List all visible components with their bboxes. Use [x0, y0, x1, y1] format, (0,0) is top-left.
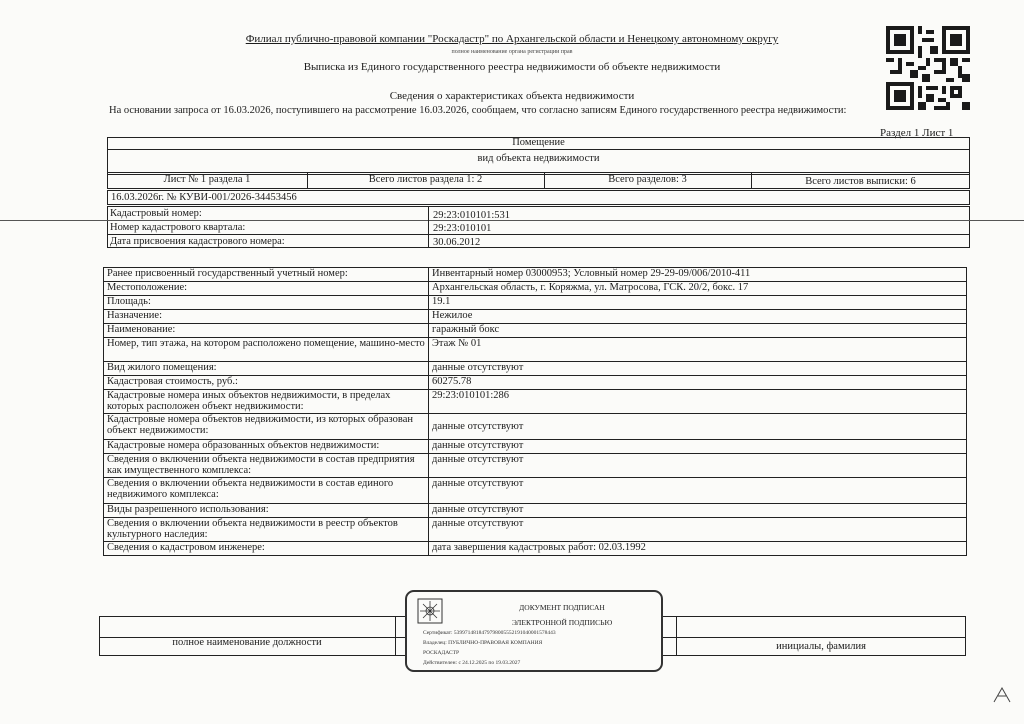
properties-table — [103, 267, 967, 556]
cadastral-number-label: Кадастровый номер: — [110, 208, 202, 219]
prop-label: Сведения о включении объекта недвижимости в состав предприятия как имущественного комплекса: — [104, 454, 429, 478]
divider — [395, 616, 396, 656]
prop-label: Местоположение: — [104, 282, 429, 296]
sheet-number: Лист № 1 раздела 1 — [163, 174, 251, 185]
prop-label: Номер, тип этажа, на котором расположено помещение, машино-место — [104, 338, 429, 362]
divider — [107, 234, 970, 235]
prop-label: Ранее присвоенный государственный учетный номер: — [104, 268, 429, 282]
prop-value: данные отсутствуют — [429, 414, 967, 440]
registry-office-caption: полное наименование органа регистрации прав — [451, 49, 573, 55]
sheets-in-section: Всего листов раздела 1: 2 — [368, 174, 483, 185]
prop-label: Кадастровые номера образованных объектов недвижимости: — [104, 440, 429, 454]
prop-value: данные отсутствуют — [429, 518, 967, 542]
corner-mark-icon — [992, 684, 1012, 704]
stamp-certificate: Сертификат: 5399714818479798005552191040001578443 — [423, 630, 556, 636]
electronic-signature-stamp — [405, 590, 663, 672]
prop-label: Сведения о включении объекта недвижимости в реестр объектов культурного наследия: — [104, 518, 429, 542]
prop-label: Наименование: — [104, 324, 429, 338]
prop-value: данные отсутствуют — [429, 362, 967, 376]
prop-value: 60275.78 — [429, 376, 967, 390]
name-caption: инициалы, фамилия — [776, 641, 866, 652]
sheets-total: Всего листов выписки: 6 — [805, 176, 916, 187]
prop-label: Кадастровая стоимость, руб.: — [104, 376, 429, 390]
object-type-caption: вид объекта недвижимости — [477, 153, 600, 164]
stamp-validity: Действителен: с 24.12.2025 по 19.03.2027 — [423, 660, 521, 666]
quarter-number-label: Номер кадастрового квартала: — [110, 222, 246, 233]
prop-value: 29:23:010101:286 — [429, 390, 967, 414]
prop-value: дата завершения кадастровых работ: 02.03.1992 — [429, 542, 967, 556]
prop-value: данные отсутствуют — [429, 478, 967, 504]
prop-label: Кадастровые номера иных объектов недвижимости, в пределах которых расположен объект недвижимости: — [104, 390, 429, 414]
prop-value: данные отсутствуют — [429, 440, 967, 454]
scan-fold-line — [0, 220, 1024, 221]
prop-value: гаражный бокс — [429, 324, 967, 338]
position-caption: полное наименование должности — [172, 637, 322, 648]
divider — [428, 206, 429, 248]
prop-label: Сведения о включении объекта недвижимости в состав единого недвижимого комплекса: — [104, 478, 429, 504]
request-number: 16.03.2026г. № КУВИ-001/2026-34453456 — [111, 192, 297, 203]
request-basis: На основании запроса от 16.03.2026, поступившего на рассмотрение 16.03.2026, сообщаем, что согласно записям Единого государственного реестра недвижимости: — [109, 105, 847, 116]
quarter-number: 29:23:010101 — [433, 223, 492, 234]
assignment-date-label: Дата присвоения кадастрового номера: — [110, 236, 285, 247]
registry-office-name: Филиал публично-правовой компании "Роскадастр" по Архангельской области и Ненецкому автономному округу — [245, 33, 779, 45]
cadastral-number: 29:23:010101:531 — [433, 210, 511, 221]
qr-code-icon — [886, 26, 970, 110]
prop-label: Вид жилого помещения: — [104, 362, 429, 376]
prop-value: Нежилое — [429, 310, 967, 324]
roskadastr-emblem-icon — [417, 598, 443, 624]
prop-label: Сведения о кадастровом инженере: — [104, 542, 429, 556]
document-subtitle: Сведения о характеристиках объекта недвижимости — [389, 90, 635, 102]
divider — [107, 149, 970, 150]
prop-value: Архангельская область, г. Коряжма, ул. Матросова, ГСК. 20/2, бокс. 17 — [429, 282, 967, 296]
prop-value: данные отсутствуют — [429, 504, 967, 518]
prop-label: Назначение: — [104, 310, 429, 324]
prop-label: Кадастровые номера объектов недвижимости, из которых образован объект недвижимости: — [104, 414, 429, 440]
stamp-subtitle: ЭЛЕКТРОННОЙ ПОДПИСЬЮ — [511, 618, 613, 627]
prop-value: 19.1 — [429, 296, 967, 310]
stamp-owner: Владелец: ПУБЛИЧНО-ПРАВОВАЯ КОМПАНИЯ — [423, 640, 543, 646]
section-sheet-label: Раздел 1 Лист 1 — [880, 127, 954, 139]
stamp-title: ДОКУМЕНТ ПОДПИСАН — [519, 603, 605, 612]
stamp-owner-name: РОСКАДАСТР — [423, 650, 460, 656]
document-title: Выписка из Единого государственного реестра недвижимости об объекте недвижимости — [303, 61, 721, 73]
prop-label: Виды разрешенного использования: — [104, 504, 429, 518]
prop-value: Этаж № 01 — [429, 338, 967, 362]
prop-value: Инвентарный номер 03000953; Условный номер 29-29-09/006/2010-411 — [429, 268, 967, 282]
object-type: Помещение — [512, 137, 565, 148]
prop-value: данные отсутствуют — [429, 454, 967, 478]
prop-label: Площадь: — [104, 296, 429, 310]
assignment-date: 30.06.2012 — [433, 237, 481, 248]
sections-total: Всего разделов: 3 — [608, 174, 687, 185]
